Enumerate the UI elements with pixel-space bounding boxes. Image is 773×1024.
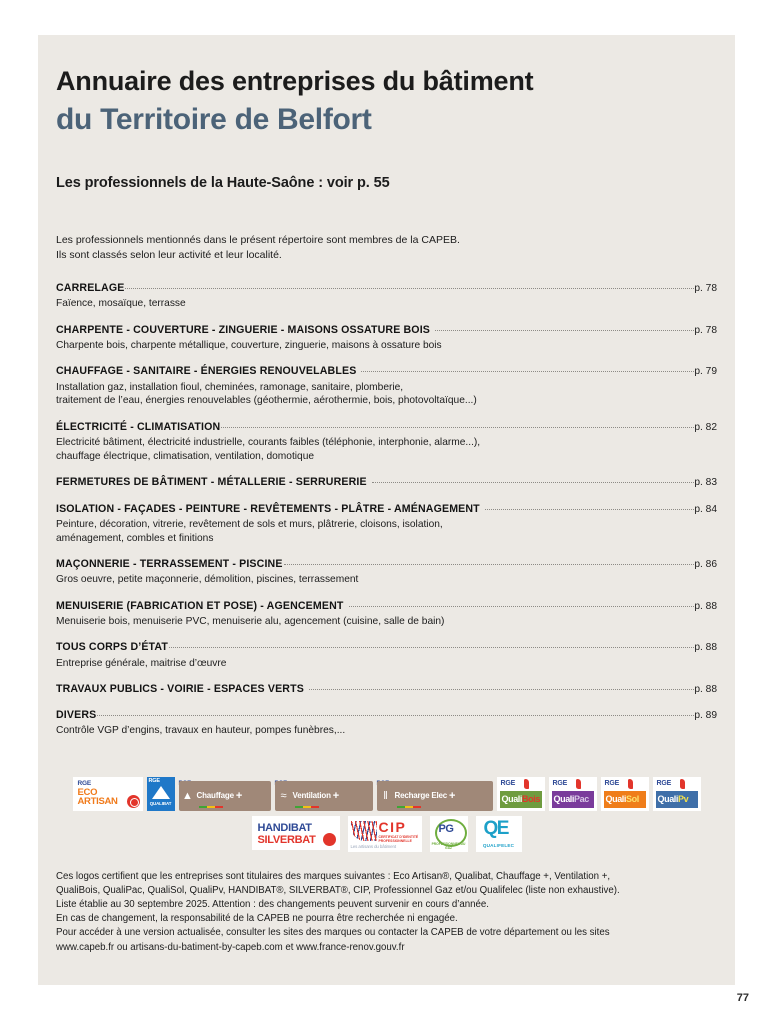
logo-qualipac[interactable] <box>549 777 597 811</box>
brand-name-suffix: Bois <box>522 794 540 805</box>
toc-entry-title[interactable]: CARRELAGE <box>56 282 125 295</box>
toc-entry-header <box>56 364 717 379</box>
cip-subtitle: CERTIFICAT D’IDENTITÉ PROFESSIONNELLE <box>378 834 419 844</box>
pg-name: PG <box>438 822 454 835</box>
toc-entry-page[interactable]: p. 88 <box>694 600 717 612</box>
brand-name-suffix: Sol <box>626 794 639 805</box>
toc-description-line: Menuiserie bois, menuiserie PVC, menuiserie alu, agencement (cuisine, salle de bain) <box>56 615 445 627</box>
logo-handibat-silverbat[interactable] <box>252 816 340 850</box>
eco-artisan-line-1: ECO <box>77 786 98 798</box>
note-line-2: QualiBois, QualiPac, QualiSol, QualiPv, HANDIBAT®, SILVERBAT®, CIP, Professionnel Gaz et/ou Qualifelec (liste non exhaustive). <box>56 884 620 896</box>
toc-entry-page[interactable]: p. 86 <box>694 559 717 571</box>
toc-leader-dots <box>372 475 695 485</box>
toc-entry[interactable] <box>56 323 717 353</box>
eco-artisan-line-2: ARTISAN <box>77 796 118 808</box>
logo-row-1 <box>56 772 717 811</box>
toc-description-line: Electricité bâtiment, électricité industrielle, courants faibles (téléphonie, interphonie, alarme...), <box>56 437 481 449</box>
logo-brand-2 <box>179 772 271 811</box>
rge-label: RGE <box>500 779 516 787</box>
toc-entry-title[interactable]: CHARPENTE - COUVERTURE - ZINGUERIE - MAISONS OSSATURE BOIS <box>56 323 431 336</box>
brand-band <box>500 791 542 808</box>
certification-logos <box>56 750 717 852</box>
qualibat-triangle-icon <box>152 786 170 799</box>
cip-name: CIP <box>378 818 407 835</box>
toc-entry-title[interactable]: TOUS CORPS D’ÉTAT <box>56 641 169 654</box>
brand-content <box>275 781 373 811</box>
plus-icon: + <box>332 789 340 802</box>
toc-description-line: Faïence, mosaïque, terrasse <box>56 298 186 310</box>
toc-entry[interactable] <box>56 557 717 587</box>
logo-qualibois[interactable] <box>497 777 545 811</box>
flame-icon <box>628 779 633 789</box>
toc-entry-header <box>56 682 717 697</box>
toc-entry-title[interactable]: MENUISERIE (FABRICATION ET POSE) - AGENCEMENT <box>56 599 344 612</box>
toc-entry-title[interactable]: DIVERS <box>56 709 97 722</box>
page-content <box>56 35 717 955</box>
qualifelec-name: QUALIFELEC <box>482 842 515 848</box>
qualibat-name: QUALIBAT <box>149 800 172 806</box>
logo-ventilation-plus[interactable] <box>275 781 373 811</box>
logo-professionnel-gaz[interactable] <box>430 816 468 852</box>
toc-description-line: Entreprise générale, maitrise d’œuvre <box>56 657 227 669</box>
brand-name: Ventilation <box>292 791 331 801</box>
toc-entry[interactable] <box>56 682 717 697</box>
eco-artisan-seal-icon <box>127 795 140 808</box>
toc-entry-description <box>56 572 717 587</box>
toc-description-line: Peinture, décoration, vitrerie, revêtement de sols et murs, plâtrerie, cloisons, isolation, <box>56 518 443 530</box>
toc-entry[interactable] <box>56 420 717 464</box>
toc-entry-title[interactable]: CHAUFFAGE - SANITAIRE - ÉNERGIES RENOUVELABLES <box>56 365 357 378</box>
rge-label: RGE <box>604 779 620 787</box>
toc-entry-header <box>56 323 717 338</box>
brand-name-prefix: Quali <box>501 794 523 805</box>
toc-entry-page[interactable]: p. 83 <box>694 477 717 489</box>
pg-subtitle: PROFESSIONNEL DU GAZ <box>431 841 466 850</box>
brand-name-suffix: Pv <box>678 794 689 805</box>
rge-label: RGE <box>148 777 160 784</box>
handibat-seal-icon <box>323 833 336 846</box>
toc-description-line: Contrôle VGP d’engins, travaux en hauteur, pompes funèbres,... <box>56 725 346 737</box>
brand-name-prefix: Quali <box>553 794 575 805</box>
handibat-name: HANDIBAT <box>257 821 312 834</box>
toc-entry-header <box>56 557 717 572</box>
logo-qualisol[interactable] <box>601 777 649 811</box>
toc-leader-dots <box>485 502 695 512</box>
page-number: 77 <box>736 992 749 1004</box>
toc-entry-title[interactable]: TRAVAUX PUBLICS - VOIRIE - ESPACES VERTS <box>56 682 304 695</box>
logo-brand-3 <box>275 772 373 811</box>
toc-description-line: Charpente bois, charpente métallique, couverture, zinguerie, maisons à ossature bois <box>56 339 442 351</box>
plus-icon: + <box>235 789 243 802</box>
toc-entry-description <box>56 723 717 738</box>
brand-name-suffix: Pac <box>574 794 589 805</box>
toc-leader-dots <box>221 420 694 430</box>
toc-entry-description <box>56 613 717 628</box>
toc-description-line: Gros oeuvre, petite maçonnerie, démolition, piscines, terrassement <box>56 574 359 586</box>
toc-entry[interactable] <box>56 475 717 490</box>
toc-entry-header <box>56 640 717 655</box>
certification-color-bar <box>295 806 319 808</box>
toc-entry[interactable] <box>56 599 717 629</box>
plus-icon: + <box>449 789 456 802</box>
toc-entry-page[interactable]: p. 88 <box>694 642 717 654</box>
toc-entry[interactable] <box>56 281 717 311</box>
toc-entry-title[interactable]: ISOLATION - FAÇADES - PEINTURE - REVÊTEMENTS - PLÂTRE - AMÉNAGEMENT <box>56 502 480 515</box>
note-line-3: Liste établie au 30 septembre 2025. Attention : des changements peuvent survenir en cours d’année. <box>56 899 489 911</box>
toc-leader-dots <box>169 640 694 650</box>
toc-entry[interactable] <box>56 708 717 738</box>
note-line-5: Pour accéder à une version actualisée, consulter les sites des marques ou contacter la CAPEB de votre département ou les sites <box>56 927 610 939</box>
toc-leader-dots <box>97 708 694 718</box>
plug-icon: ‖ <box>383 789 388 802</box>
toc-leader-dots <box>435 323 694 333</box>
rge-label: RGE <box>77 779 91 787</box>
brand-name: Chauffage <box>196 791 234 801</box>
toc-entry-header <box>56 420 717 435</box>
intro-line-1: Les professionnels mentionnés dans le présent répertoire sont membres de la CAPEB. <box>56 234 460 247</box>
toc-entry[interactable] <box>56 502 717 546</box>
logo-eco-artisan[interactable] <box>73 777 143 811</box>
cip-tagline: Les artisans du bâtiment <box>350 843 396 849</box>
brand-name-prefix: Quali <box>657 794 679 805</box>
qualifelec-mark: QE <box>483 817 508 839</box>
silverbat-name: SILVERBAT <box>257 833 316 846</box>
toc-entry-title[interactable]: ÉLECTRICITÉ - CLIMATISATION <box>56 420 221 433</box>
logo-row-2 <box>56 816 717 852</box>
brand-name-prefix: Quali <box>605 794 627 805</box>
toc-entry-description <box>56 435 717 464</box>
rge-label: RGE <box>656 779 672 787</box>
intro-paragraph <box>56 191 717 263</box>
page-title: Annuaire des entreprises du bâtiment <box>56 66 534 96</box>
logo-brand-4 <box>377 772 493 811</box>
toc-entry-page[interactable]: p. 82 <box>694 421 717 433</box>
logo-cip[interactable] <box>348 816 422 852</box>
certification-color-bar <box>199 806 223 808</box>
toc-description-line: aménagement, combles et finitions <box>56 532 214 544</box>
toc-entry-page[interactable]: p. 79 <box>694 366 717 378</box>
flame-icon <box>576 779 581 789</box>
cross-reference-note: Les professionnels de la Haute-Saône : voir p. 55 <box>56 175 390 192</box>
toc-description-line: chauffage électrique, climatisation, ventilation, domotique <box>56 450 315 462</box>
toc-entry-description <box>56 655 717 670</box>
logo-qualibat[interactable] <box>147 777 175 811</box>
brand-band <box>604 791 646 808</box>
note-line-4: En cas de changement, la responsabilité de la CAPEB ne pourra être recherchée ni engagée. <box>56 913 458 925</box>
note-line-6: www.capeb.fr ou artisans-du-batiment-by-capeb.com et www.france-renov.gouv.fr <box>56 941 405 953</box>
toc-entry-page[interactable]: p. 78 <box>694 283 717 295</box>
toc-entry[interactable] <box>56 640 717 670</box>
toc-entry-page[interactable]: p. 78 <box>694 324 717 336</box>
fan-icon: ≈ <box>280 789 287 802</box>
brand-band <box>656 791 698 808</box>
toc-entry-page[interactable]: p. 89 <box>694 710 717 722</box>
toc-entry-description <box>56 379 717 408</box>
brand-content <box>377 781 493 811</box>
toc-entry-header <box>56 708 717 723</box>
brand-content <box>179 781 271 811</box>
cip-fan-icon <box>351 821 377 841</box>
toc-entry-header <box>56 502 717 517</box>
logo-chauffage-plus[interactable] <box>179 781 271 811</box>
toc-entry-header <box>56 475 717 490</box>
toc-entry-page[interactable]: p. 88 <box>694 683 717 695</box>
flame-icon <box>680 779 685 789</box>
certification-color-bar <box>397 806 421 808</box>
toc-entry-header <box>56 599 717 614</box>
note-line-1: Ces logos certifient que les entreprises sont titulaires des marques suivantes : Eco Artisan®, Qualibat, Chauffage +, Ventilation +, <box>56 870 611 882</box>
logo-qualipv[interactable] <box>653 777 701 811</box>
brand-band <box>552 791 594 808</box>
legal-note <box>56 852 717 955</box>
intro-line-2: Ils sont classés selon leur activité et leur localité. <box>56 249 282 262</box>
logo-recharge-elec-plus[interactable] <box>377 781 493 811</box>
toc-entry-title[interactable]: FERMETURES DE BÂTIMENT - MÉTALLERIE - SERRURERIE <box>56 476 367 489</box>
page-subtitle: du Territoire de Belfort <box>56 102 372 136</box>
toc-leader-dots <box>125 281 694 291</box>
logo-qualifelec[interactable] <box>476 816 522 852</box>
toc-description-line: traitement de l’eau, énergies renouvelables (géothermie, aérothermie, bois, photovoltaïque...) <box>56 395 477 407</box>
toc-leader-dots <box>309 682 694 692</box>
toc-description-line: Installation gaz, installation fioul, cheminées, ramonage, sanitaire, plomberie, <box>56 381 404 393</box>
toc-entry-description <box>56 516 717 545</box>
toc-entry-description <box>56 337 717 352</box>
brand-name: Recharge Elec <box>394 791 448 801</box>
flame-icon <box>524 779 529 789</box>
toc-leader-dots <box>361 364 694 374</box>
toc-entry-description <box>56 296 717 311</box>
table-of-contents <box>56 263 717 738</box>
flame-icon: ▲ <box>182 789 193 802</box>
toc-entry-header <box>56 281 717 296</box>
rge-label: RGE <box>552 779 568 787</box>
toc-entry-page[interactable]: p. 84 <box>694 503 717 515</box>
page-panel <box>38 35 735 985</box>
toc-leader-dots <box>284 557 695 567</box>
toc-entry[interactable] <box>56 364 717 408</box>
toc-leader-dots <box>349 599 695 609</box>
toc-entry-title[interactable]: MAÇONNERIE - TERRASSEMENT - PISCINE <box>56 558 283 571</box>
